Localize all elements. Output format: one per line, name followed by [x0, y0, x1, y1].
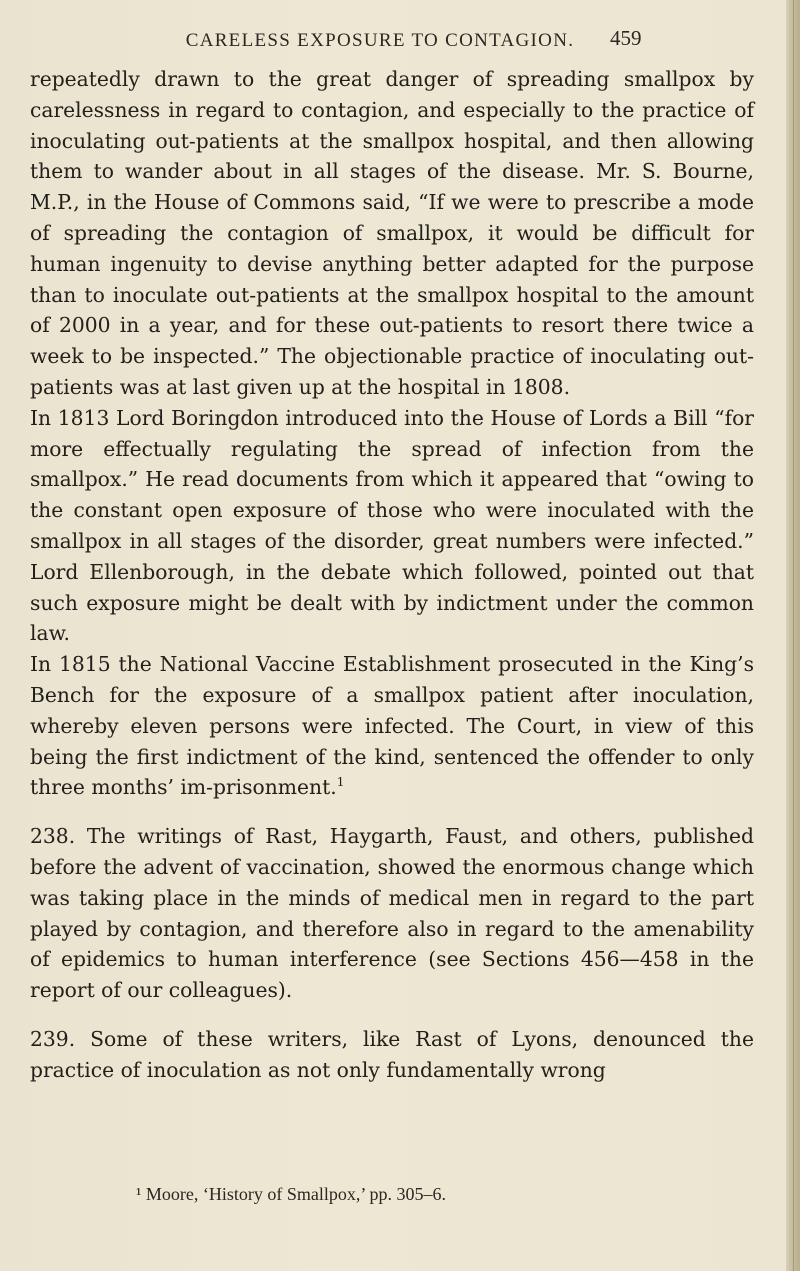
- running-head: CARELESS EXPOSURE TO CONTAGION.: [185, 30, 575, 51]
- paragraph-238: 238. The writings of Rast, Haygarth, Faust, and others, published before the advent of vaccination, showed the enormous change which was taking place in the minds of medical men in regard to the part played by contagion, and therefore also in regard to the amenability of epidemics to human interference (see Sections 456—458 in the report of our colleagues).: [30, 824, 754, 1003]
- footnote: ¹ Moore, ‘History of Smallpox,’ pp. 305–6.: [136, 1184, 447, 1204]
- paragraph-boringdon-text: In 1813 Lord Boringdon introduced into the House of Lords a Bill “for more effectually regulating the spread of infection from the smallpox.” He read documents from which it appeared that “owing to the constant open exposure of those who were inoculated with the smallpox in all stages of the disorder, great numbers were infected.” Lord Ellenborough, in the debate which followed, pointed out that such exposure might be dealt with by indictment under the common law.: [30, 405, 754, 646]
- page-edge-line: [793, 0, 794, 1271]
- paragraph-boringdon: [30, 403, 754, 649]
- paragraph-continuation: repeatedly drawn to the great danger of spreading smallpox by carelessness in regard to contagion, and especially to the practice of inoculating out-patients at the smallpox hospital, and then allowing them to wander about in all stages of the disease. Mr. S. Bourne, M.P., in the House of Commons said, “If we were to prescribe a mode of spreading the contagion of smallpox, it would be difficult for human ingenuity to devise anything better adapted for the purpose than to inoculate out-patients at the smallpox hospital to the amount of 2000 in a year, and for these out-patients to resort there twice a week to be inspected.” The objectionable practice of inoculating out-patients was at last given up at the hospital in 1808.: [30, 67, 754, 399]
- body-text: [30, 64, 754, 1086]
- page-number: 459: [610, 26, 642, 50]
- paragraph-vaccine-establishment-text: In 1815 the National Vaccine Establishment prosecuted in the King’s Bench for the exposure of a smallpox patient after inoculation, whereby eleven persons were infected. The Court, in view of this being the first indictment of the kind, sentenced the offender to only three months’ im-prisonment.: [30, 652, 754, 800]
- paragraph-239: 239. Some of these writers, like Rast of Lyons, denounced the practice of inoculation as not only fundamentally wrong: [30, 1026, 754, 1082]
- paragraph-vaccine-establishment: [30, 649, 754, 803]
- footnote-marker: 1: [336, 775, 345, 790]
